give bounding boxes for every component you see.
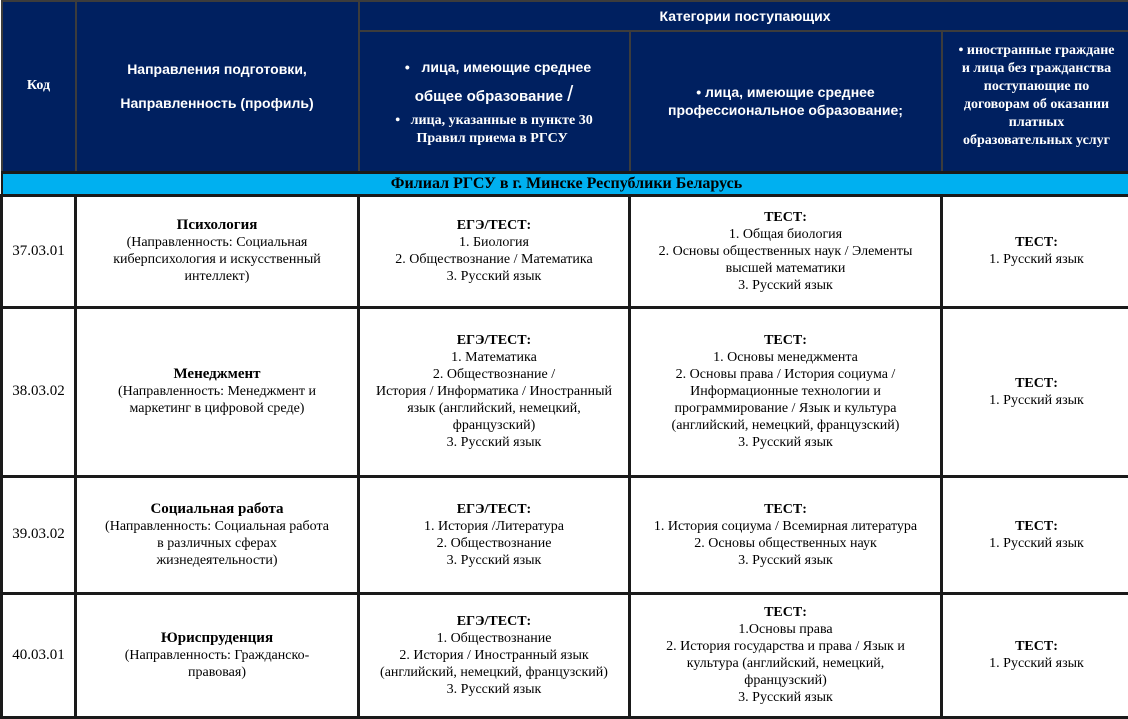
header-code-label: Код <box>27 78 50 93</box>
header-categories-label: Категории поступающих <box>659 8 830 24</box>
header-code <box>2 1 76 172</box>
program-name: Социальная работа <box>77 501 357 518</box>
category-3-line-4: договорам об оказании <box>943 96 1128 114</box>
exam-line: 2. Обществознание / <box>360 366 628 383</box>
branch-title: Филиал РГСУ в г. Минске Республики Беларусь <box>2 172 1128 195</box>
header-category-3 <box>942 31 1128 172</box>
table-row <box>2 593 1128 717</box>
category-2-line-2: профессиональное образование; <box>631 101 941 119</box>
program-profile-line: (Направленность: Гражданско- <box>77 647 357 664</box>
category-2-line-1: • лица, имеющие среднее <box>631 83 941 101</box>
exam-line: 2. Обществознание <box>360 535 628 552</box>
exam-type: ТЕСТ: <box>631 209 940 226</box>
exam-line: 1. История социума / Всемирная литература <box>631 518 940 535</box>
program-cell <box>76 307 359 476</box>
table-row <box>2 307 1128 476</box>
category-3-line-5: платных <box>943 114 1128 132</box>
exam-line: 3. Русский язык <box>631 277 940 294</box>
exam-line: 3. Русский язык <box>360 552 628 569</box>
exam-line: французский) <box>360 417 628 434</box>
program-name: Психология <box>77 217 357 234</box>
category-1-exams <box>359 307 630 476</box>
exam-line: (английский, немецкий, французский) <box>631 417 940 434</box>
exam-line: 3. Русский язык <box>360 681 628 698</box>
category-1-line-1: лица, имеющие среднее <box>421 59 591 75</box>
category-1-exams <box>359 476 630 593</box>
exam-type: ТЕСТ: <box>943 638 1128 655</box>
category-1-exams <box>359 195 630 307</box>
exam-line: (английский, немецкий, французский) <box>360 664 628 681</box>
header-direction-line-2: Направленность (профиль) <box>77 95 358 111</box>
exam-line: 1. Русский язык <box>943 392 1128 409</box>
exam-type: ТЕСТ: <box>943 234 1128 251</box>
category-3-line-2: и лица без гражданства <box>943 60 1128 78</box>
exam-line: 2. Основы права / История социума / <box>631 366 940 383</box>
exam-line: высшей математики <box>631 260 940 277</box>
exam-line: Информационные технологии и <box>631 383 940 400</box>
program-profile-line: правовая) <box>77 664 357 681</box>
program-name: Менеджмент <box>77 366 357 383</box>
header-direction <box>76 1 359 172</box>
exam-line: 1. Общая биология <box>631 226 940 243</box>
program-code: 40.03.01 <box>2 593 76 717</box>
branch-row <box>2 172 1128 195</box>
exam-line: программирование / Язык и культура <box>631 400 940 417</box>
bullet-icon: • <box>395 113 400 128</box>
table-row <box>2 195 1128 307</box>
category-3-exams <box>942 307 1128 476</box>
category-3-line-3: поступающие по <box>943 78 1128 96</box>
header-row-categories <box>2 1 1128 31</box>
program-cell <box>76 476 359 593</box>
exam-line: 1. Биология <box>360 234 628 251</box>
category-2-exams <box>630 307 942 476</box>
category-1-line-3: лица, указанные в пункте 30 <box>411 113 593 128</box>
program-profile-line: (Направленность: Социальная <box>77 234 357 251</box>
category-3-exams <box>942 476 1128 593</box>
program-profile-line: жизнедеятельности) <box>77 552 357 569</box>
program-profile-line: маркетинг в цифровой среде) <box>77 400 357 417</box>
header-direction-line-1: Направления подготовки, <box>77 61 358 77</box>
exam-line: язык (английский, немецкий, <box>360 400 628 417</box>
category-2-exams <box>630 476 942 593</box>
exam-line: 2. Основы общественных наук / Элементы <box>631 243 940 260</box>
exam-line: 1.Основы права <box>631 621 940 638</box>
exam-line: 3. Русский язык <box>631 434 940 451</box>
category-3-line-6: образовательных услуг <box>943 132 1128 150</box>
program-code: 39.03.02 <box>2 476 76 593</box>
header-category-1 <box>359 31 630 172</box>
exam-line: 3. Русский язык <box>360 268 628 285</box>
program-cell <box>76 195 359 307</box>
exam-type: ТЕСТ: <box>943 375 1128 392</box>
category-1-slash: / <box>567 81 573 106</box>
exam-type: ЕГЭ/ТЕСТ: <box>360 501 628 518</box>
exam-type: ЕГЭ/ТЕСТ: <box>360 217 628 234</box>
exam-type: ТЕСТ: <box>631 501 940 518</box>
exam-line: 1. История /Литература <box>360 518 628 535</box>
bullet-icon: • <box>405 59 410 75</box>
program-profile-line: (Направленность: Менеджмент и <box>77 383 357 400</box>
exam-line: История / Информатика / Иностранный <box>360 383 628 400</box>
category-1-exams <box>359 593 630 717</box>
exam-line: 2. История государства и права / Язык и <box>631 638 940 655</box>
program-profile-line: киберпсихология и искусственный <box>77 251 357 268</box>
exam-line: 2. Основы общественных наук <box>631 535 940 552</box>
category-3-exams <box>942 593 1128 717</box>
exam-line: 1. Русский язык <box>943 655 1128 672</box>
program-cell <box>76 593 359 717</box>
table-row <box>2 476 1128 593</box>
exam-line: 2. Обществознание / Математика <box>360 251 628 268</box>
category-3-line-1: • иностранные граждане <box>943 42 1128 60</box>
exam-line: французский) <box>631 672 940 689</box>
exam-line: 1. Обществознание <box>360 630 628 647</box>
category-1-line-4: Правил приема в РГСУ <box>417 131 568 146</box>
program-code: 38.03.02 <box>2 307 76 476</box>
program-name: Юриспруденция <box>77 630 357 647</box>
exam-type: ЕГЭ/ТЕСТ: <box>360 613 628 630</box>
exam-line: 2. История / Иностранный язык <box>360 647 628 664</box>
exam-type: ТЕСТ: <box>631 332 940 349</box>
exam-type: ТЕСТ: <box>943 518 1128 535</box>
program-profile-line: в различных сферах <box>77 535 357 552</box>
exam-line: культура (английский, немецкий, <box>631 655 940 672</box>
category-2-exams <box>630 593 942 717</box>
exam-line: 3. Русский язык <box>631 689 940 706</box>
category-2-exams <box>630 195 942 307</box>
exam-type: ТЕСТ: <box>631 604 940 621</box>
exam-type: ЕГЭ/ТЕСТ: <box>360 332 628 349</box>
exam-line: 3. Русский язык <box>631 552 940 569</box>
exam-line: 1. Математика <box>360 349 628 366</box>
header-categories <box>359 1 1128 31</box>
category-1-line-2: общее образование <box>415 88 563 105</box>
program-profile-line: интеллект) <box>77 268 357 285</box>
category-3-exams <box>942 195 1128 307</box>
exam-line: 1. Русский язык <box>943 251 1128 268</box>
header-category-2 <box>630 31 942 172</box>
exam-line: 1. Русский язык <box>943 535 1128 552</box>
exam-line: 1. Основы менеджмента <box>631 349 940 366</box>
exam-line: 3. Русский язык <box>360 434 628 451</box>
program-code: 37.03.01 <box>2 195 76 307</box>
program-profile-line: (Направленность: Социальная работа <box>77 518 357 535</box>
